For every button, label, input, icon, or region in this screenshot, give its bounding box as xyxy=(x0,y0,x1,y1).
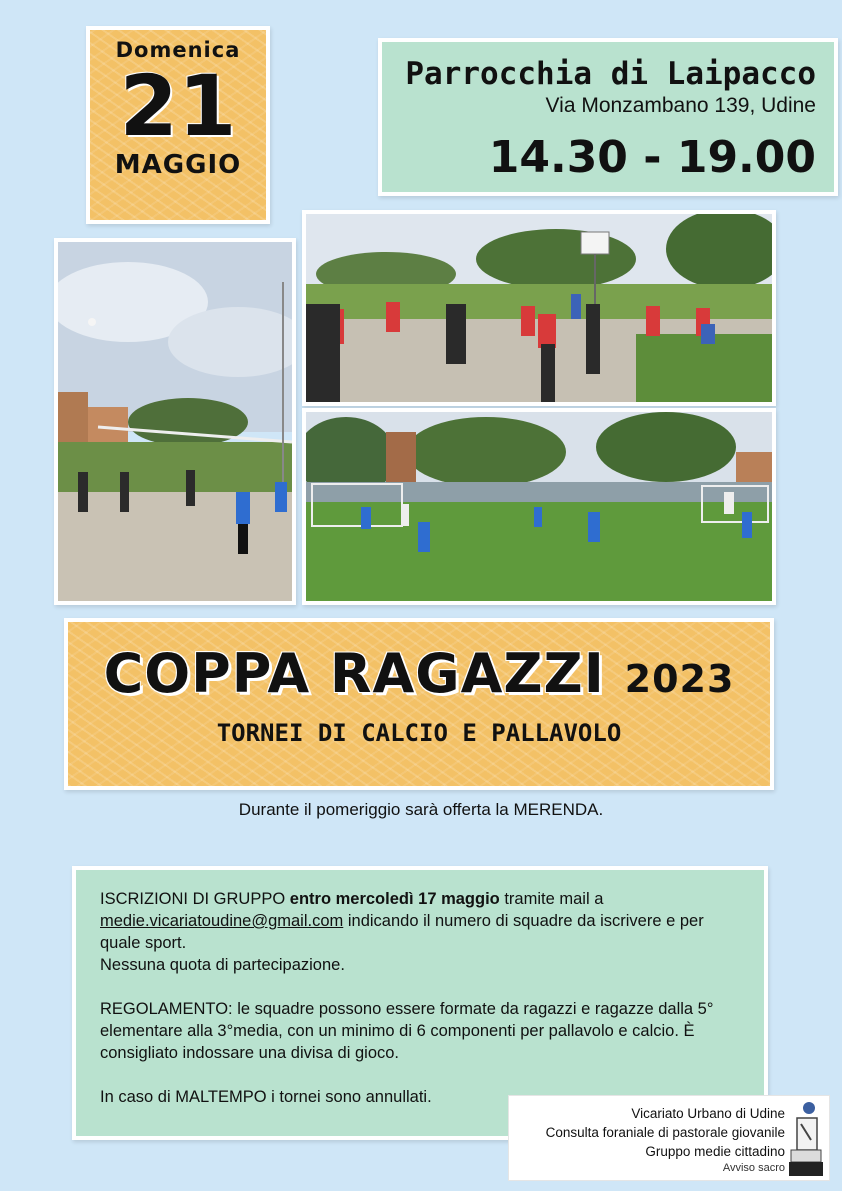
event-year: 2023 xyxy=(624,657,735,701)
date-month: MAGGIO xyxy=(114,150,242,180)
credit-line-3: Gruppo medie cittadino xyxy=(645,1144,785,1159)
venue-address: Via Monzambano 139, Udine xyxy=(545,94,816,117)
event-title xyxy=(68,642,770,705)
venue-name: Parrocchia di Laipacco xyxy=(405,56,816,92)
rules-paragraph: REGOLAMENTO: le squadre possono essere formate da ragazzi e ragazze dalla 5° elementare alla 3°media, con un minimo di 6 componenti per pallavolo e calcio. È consigliato indossare una divisa di gioco. xyxy=(100,1000,714,1062)
registration-paragraph xyxy=(100,888,740,976)
snack-note: Durante il pomeriggio sarà offerta la MERENDA. xyxy=(238,800,604,819)
venue-card xyxy=(378,38,838,196)
email-link[interactable]: medie.vicariatoudine@gmail.com xyxy=(100,912,344,930)
event-time: 14.30 - 19.00 xyxy=(488,132,816,183)
registration-prefix: ISCRIZIONI DI GRUPPO xyxy=(100,890,290,908)
title-banner xyxy=(64,618,774,790)
registration-mid: tramite mail a xyxy=(499,890,604,908)
basketball-court-photo xyxy=(302,210,776,406)
credit-line-4: Avviso sacro xyxy=(722,1162,785,1174)
fee-note: Nessuna quota di partecipazione. xyxy=(100,956,345,974)
event-title-text: COPPA RAGAZZI xyxy=(103,642,605,705)
date-day: 21 xyxy=(119,57,237,155)
registration-suffix: indicando il numero di squadre da iscrivere e per quale sport. xyxy=(100,912,704,952)
registration-deadline: entro mercoledì 17 maggio xyxy=(289,890,500,908)
organizer-credit xyxy=(508,1095,830,1181)
credit-line-2: Consulta foraniale di pastorale giovanile xyxy=(545,1125,785,1140)
date-weekday: Domenica xyxy=(115,38,241,62)
date-card xyxy=(86,26,270,224)
credit-line-1: Vicariato Urbano di Udine xyxy=(631,1106,785,1121)
event-subtitle: TORNEI DI CALCIO E PALLAVOLO xyxy=(216,719,622,747)
soccer-field-photo xyxy=(302,408,776,605)
weather-note: In caso di MALTEMPO i tornei sono annullati. xyxy=(100,1088,432,1106)
volleyball-photo xyxy=(54,238,296,605)
organizer-logo-icon xyxy=(787,1100,825,1178)
